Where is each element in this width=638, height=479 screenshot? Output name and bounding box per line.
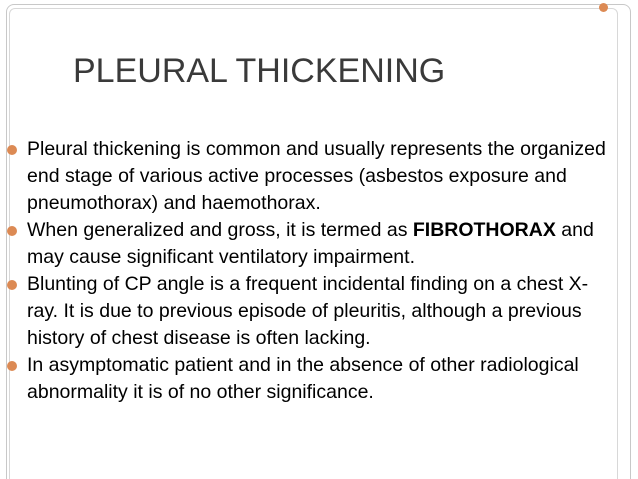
bullet-dot-icon <box>7 361 17 371</box>
bullet-emphasis-term: FIBROTHORAX <box>412 219 556 241</box>
corner-dot-decoration <box>599 3 608 12</box>
bullet-item <box>6 271 618 352</box>
bullet-list <box>6 136 618 406</box>
bullet-item <box>6 352 618 406</box>
bullet-dot-icon <box>7 280 17 290</box>
bullet-text: Blunting of CP angle is a frequent incidental finding on a chest X-ray. It is due to previous episode of pleuritis, although a previous history of chest disease is often lacking. <box>27 273 589 349</box>
slide-title: PLEURAL THICKENING <box>73 52 446 90</box>
bullet-text-lead: When generalized and gross, it is termed as <box>27 219 413 241</box>
bullet-dot-icon <box>7 145 17 155</box>
bullet-item <box>6 136 618 217</box>
bullet-dot-icon <box>7 226 17 236</box>
bullet-text: Pleural thickening is common and usually represents the organized end stage of various active processes (asbestos exposure and pneumothorax) and haemothorax. <box>27 138 606 214</box>
bullet-text: In asymptomatic patient and in the absence of other radiological abnormality it is of no other significance. <box>27 354 579 403</box>
bullet-item <box>6 217 618 271</box>
bullet-text-tail: and may cause significant ventilatory impairment. <box>27 219 594 268</box>
